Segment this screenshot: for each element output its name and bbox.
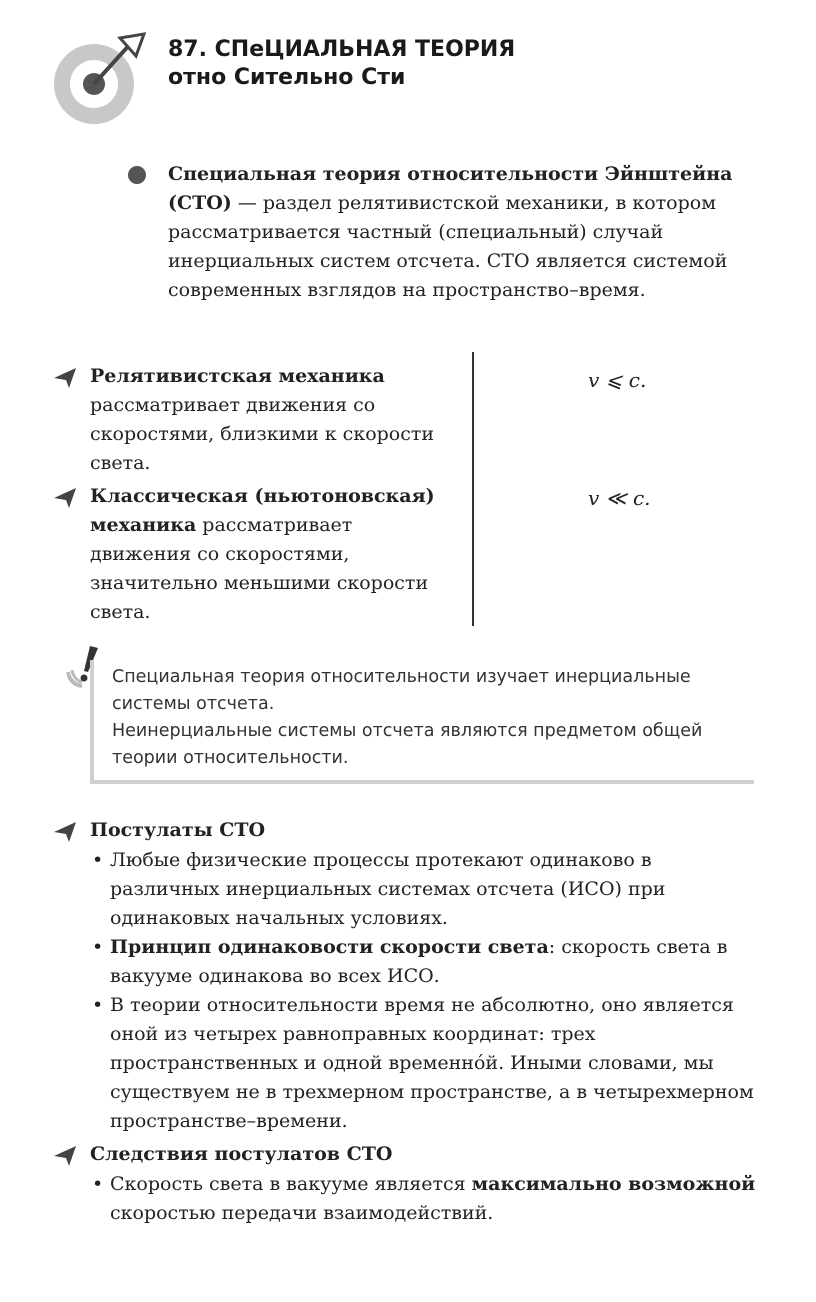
intro-definition: — раздел релятивистской механики, в котором рассматривается частный (специальный) случай инерциальных систем отсчета. СТО является системой современных взглядов на пространство–время.: [168, 192, 728, 301]
pointer-arrow-icon: [52, 486, 78, 510]
consequence-term: максимально возможной: [471, 1173, 756, 1195]
pointer-arrow-icon: [52, 1144, 78, 1168]
list-item: [90, 846, 758, 933]
consequences-heading: Следствия постулатов СТО: [90, 1143, 393, 1165]
pointer-arrow-icon: [52, 820, 78, 844]
postulate-2-text: : скорость света в вакууме одинакова во всех ИСО.: [110, 936, 728, 987]
intro-term: Специальная теория относительности Эйнштейна (СТО): [168, 163, 733, 214]
classical-formula: v ≪ c.: [588, 486, 651, 510]
postulate-1-text: Любые физические процессы протекают одинаково в различных инерциальных системах отсчета (ИСО) при одинаковых начальных условиях.: [110, 849, 666, 929]
bullet-dot-icon: [128, 166, 146, 184]
target-arrow-logo-icon: [50, 28, 150, 128]
title-line-2: отно Сительно Сти: [168, 65, 406, 90]
title-line-1: 87. СПеЦИАЛЬНАЯ ТЕОРИЯ: [168, 37, 516, 62]
list-item: [90, 1170, 758, 1228]
postulate-3-text: В теории относительности время не абсолютно, оно является оной из четырех равноправных координат: трех пространственных и одной временно́й. Иными словами, мы существуем не в трехмерном пространстве, а в четырехмерном пространстве–времени.: [110, 994, 754, 1132]
classical-term: Классическая (ньютоновская) механика: [90, 485, 435, 536]
note-line-2: Неинерциальные системы отсчета являются предметом общей теории относительности.: [112, 721, 703, 768]
column-divider: [472, 352, 474, 626]
relativistic-formula: v ⩽ c.: [588, 368, 647, 392]
page-title: [168, 36, 515, 92]
postulates-list: [90, 846, 758, 1136]
list-item: [90, 991, 758, 1136]
intro-paragraph: [168, 160, 758, 305]
classical-definition: рассматривает движения со скоростями, значительно меньшими скорости света.: [90, 514, 429, 623]
note-line-1: Специальная теория относительности изучает инерциальные системы отсчета.: [112, 667, 691, 714]
postulates-heading: Постулаты СТО: [90, 819, 266, 841]
list-item: [90, 933, 758, 991]
postulate-2-term: Принцип одинаковости скорости света: [110, 936, 549, 958]
consequences-list: [90, 1170, 758, 1228]
note-text: [112, 664, 752, 772]
consequence-text-post: скоростью передачи взаимодействий.: [110, 1202, 494, 1224]
relativistic-mechanics-text: [90, 362, 452, 478]
pointer-arrow-icon: [52, 366, 78, 390]
relativistic-definition: рассматривает движения со скоростями, близкими к скорости света.: [90, 394, 435, 474]
consequence-text-pre: Скорость света в вакууме является: [110, 1173, 472, 1195]
classical-mechanics-text: [90, 482, 452, 627]
relativistic-term: Релятивистская механика: [90, 365, 385, 387]
